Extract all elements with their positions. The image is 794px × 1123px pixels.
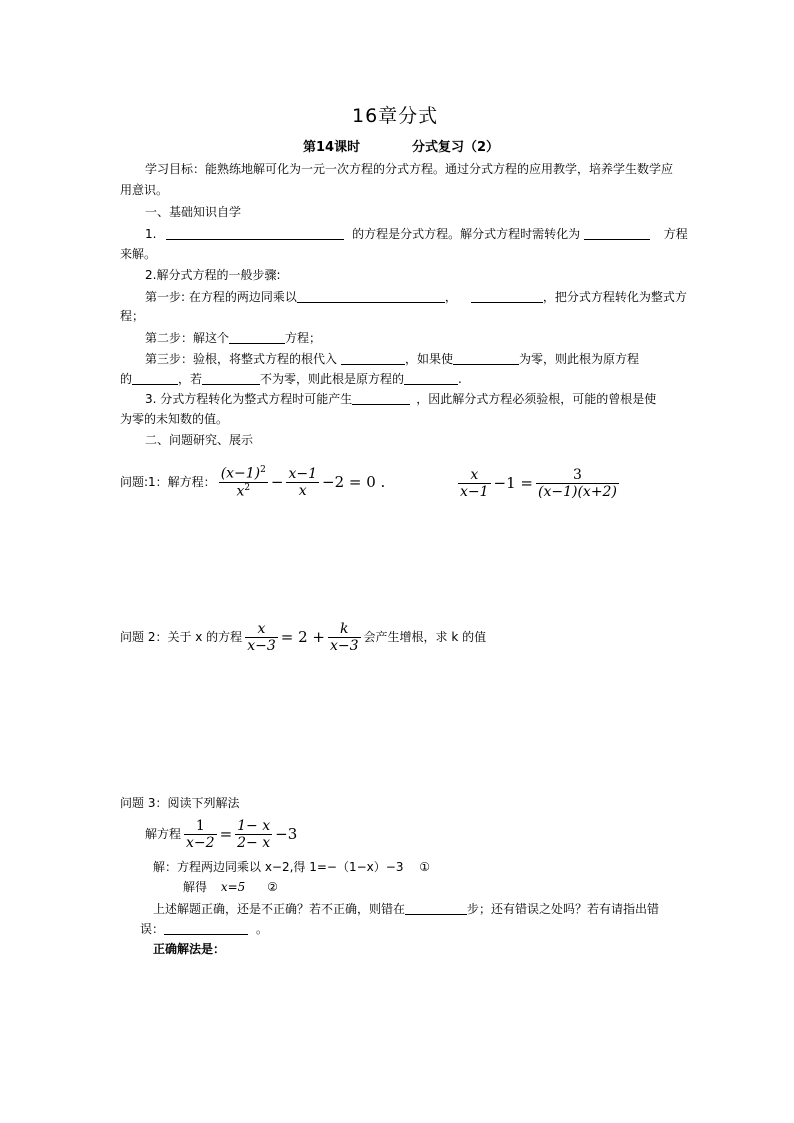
blank-fill[interactable] [297, 290, 445, 303]
objective-line-2: 用意识。 [120, 183, 169, 197]
problem3-label: 问题 3：阅读下列解法 [120, 796, 240, 810]
blank-fill[interactable] [166, 227, 344, 240]
blank-fill[interactable] [341, 352, 405, 365]
question-text-b: 步；还有错误之处吗？若有请指出错 [467, 902, 660, 916]
step-marker: ② [267, 880, 278, 894]
item1-cont: 来解。 [120, 247, 157, 261]
step3-text-e: ，若 [178, 372, 203, 386]
denominator: x [236, 483, 245, 500]
step3-text: 第三步：验根，将整式方程的根代入 [145, 352, 338, 366]
problem1-equation-2 [455, 460, 622, 506]
solve-label: 解方程 [145, 827, 182, 841]
blank-fill[interactable] [584, 227, 650, 240]
solution-text: 解得 [183, 880, 208, 894]
fraction [184, 819, 217, 850]
blank-fill[interactable] [229, 331, 285, 344]
problem1-line [120, 460, 385, 504]
question-text: 上述解题正确，还是不正确？若不正确，则错在 [153, 902, 406, 916]
step3-text-f: 不为零，则此根是原方程的 [260, 372, 405, 386]
item2-heading: 2.解分式方程的一般步骤: [145, 268, 281, 282]
equation-middle: = 2 + [280, 627, 325, 646]
fraction [235, 819, 272, 850]
step2-text: 第二步：解这个 [145, 331, 230, 345]
numerator: k [328, 622, 361, 638]
section2-heading: 二、问题研究、展示 [145, 433, 254, 447]
page-title: 16章分式 [352, 105, 439, 127]
numerator: x−1 [288, 465, 318, 482]
numerator: x [458, 468, 491, 484]
item1-prefix: 1. [145, 227, 157, 241]
solution-value: x=5 [220, 880, 246, 894]
numerator: 1 [184, 819, 217, 835]
problem1-label: 问题:1：解方程： [120, 475, 216, 489]
fraction [219, 466, 268, 498]
lesson-number: 第14课时 [303, 140, 361, 155]
numerator: 1− x [237, 817, 271, 834]
numerator: 3 [536, 468, 619, 484]
blank-fill[interactable] [405, 902, 467, 915]
item1-middle: 的方程是分式方程。解分式方程时需转化为 [352, 227, 581, 241]
step3-text-d: 的 [120, 372, 133, 386]
problem2-label: 问题 2：关于 x 的方程 [120, 630, 243, 644]
item3-line [145, 392, 656, 405]
numerator: (x−1) [220, 465, 261, 482]
denominator: x−3 [329, 637, 359, 654]
correct-solution-label: 正确解法是： [153, 942, 226, 956]
fraction [458, 468, 491, 499]
step3-text-c: 为零，则此根为原方程 [519, 352, 640, 366]
problem2-tail: 会产生增根，求 k 的值 [363, 630, 487, 644]
problem2-line [120, 615, 486, 659]
question-text-d: 。 [256, 922, 269, 936]
equation-rest: −2 = 0 . [322, 472, 386, 491]
solution-line-1: 解：方程两边同乘以 x−2,得 1=−（1−x）−3 ① [153, 860, 431, 874]
blank-fill[interactable] [352, 392, 410, 405]
item3-text: 3. 分式方程转化为整式方程时可能产生 [145, 392, 353, 406]
step1-text-end: ，把分式方程转化为整式方 [542, 290, 687, 304]
step1-comma: ， [444, 290, 457, 304]
item3-text-b: ，因此解分式方程必须验根，可能的曾根是使 [416, 392, 657, 406]
objective-line-1: 学习目标：能熟练地解可化为一元一次方程的分式方程。通过分式方程的应用教学，培养学生数学应 [145, 162, 674, 176]
equation-rest: −3 [275, 824, 298, 843]
step2-end: 方程； [285, 331, 322, 345]
solution-line-2 [183, 881, 278, 893]
denominator: x [298, 482, 307, 499]
blank-fill[interactable] [202, 372, 260, 385]
step3-text-b: ，如果使 [405, 352, 454, 366]
fraction [245, 622, 278, 653]
step1-cont: 程； [120, 309, 145, 323]
blank-fill[interactable] [453, 352, 519, 365]
item1-line [145, 227, 688, 240]
question-line-2 [140, 922, 268, 935]
item3-cont: 为零的未知数的值。 [120, 412, 229, 426]
fraction [286, 467, 319, 498]
fraction [536, 468, 619, 499]
denominator: x−1 [460, 483, 489, 500]
exponent: 2 [244, 482, 251, 493]
step1-text: 第一步: 在方程的两边同乘以 [145, 290, 297, 304]
item1-end: 方程 [663, 227, 688, 241]
step3-text-g: . [458, 372, 462, 386]
denominator: (x−1)(x+2) [538, 483, 617, 500]
question-text-c: 误： [140, 922, 165, 936]
denominator: x−3 [247, 637, 276, 654]
equation-middle: −1 = [493, 473, 533, 492]
equals-sign: = [219, 824, 233, 843]
blank-fill[interactable] [471, 290, 543, 303]
minus-sign: − [270, 472, 284, 491]
question-line-1 [153, 902, 659, 915]
fraction [328, 622, 361, 653]
problem3-equation [145, 814, 297, 854]
step3-line [145, 352, 639, 365]
blank-fill[interactable] [164, 922, 248, 935]
step1-line [145, 290, 687, 303]
step2-line [145, 331, 321, 344]
exponent: 2 [260, 464, 266, 475]
denominator: 2− x [237, 834, 271, 851]
section1-heading: 一、基础知识自学 [145, 205, 242, 219]
lesson-topic: 分式复习（2） [412, 140, 500, 155]
step3-cont [120, 372, 462, 385]
numerator: x [245, 622, 278, 638]
blank-fill[interactable] [132, 372, 178, 385]
blank-fill[interactable] [404, 372, 458, 385]
denominator: x−2 [186, 834, 215, 851]
